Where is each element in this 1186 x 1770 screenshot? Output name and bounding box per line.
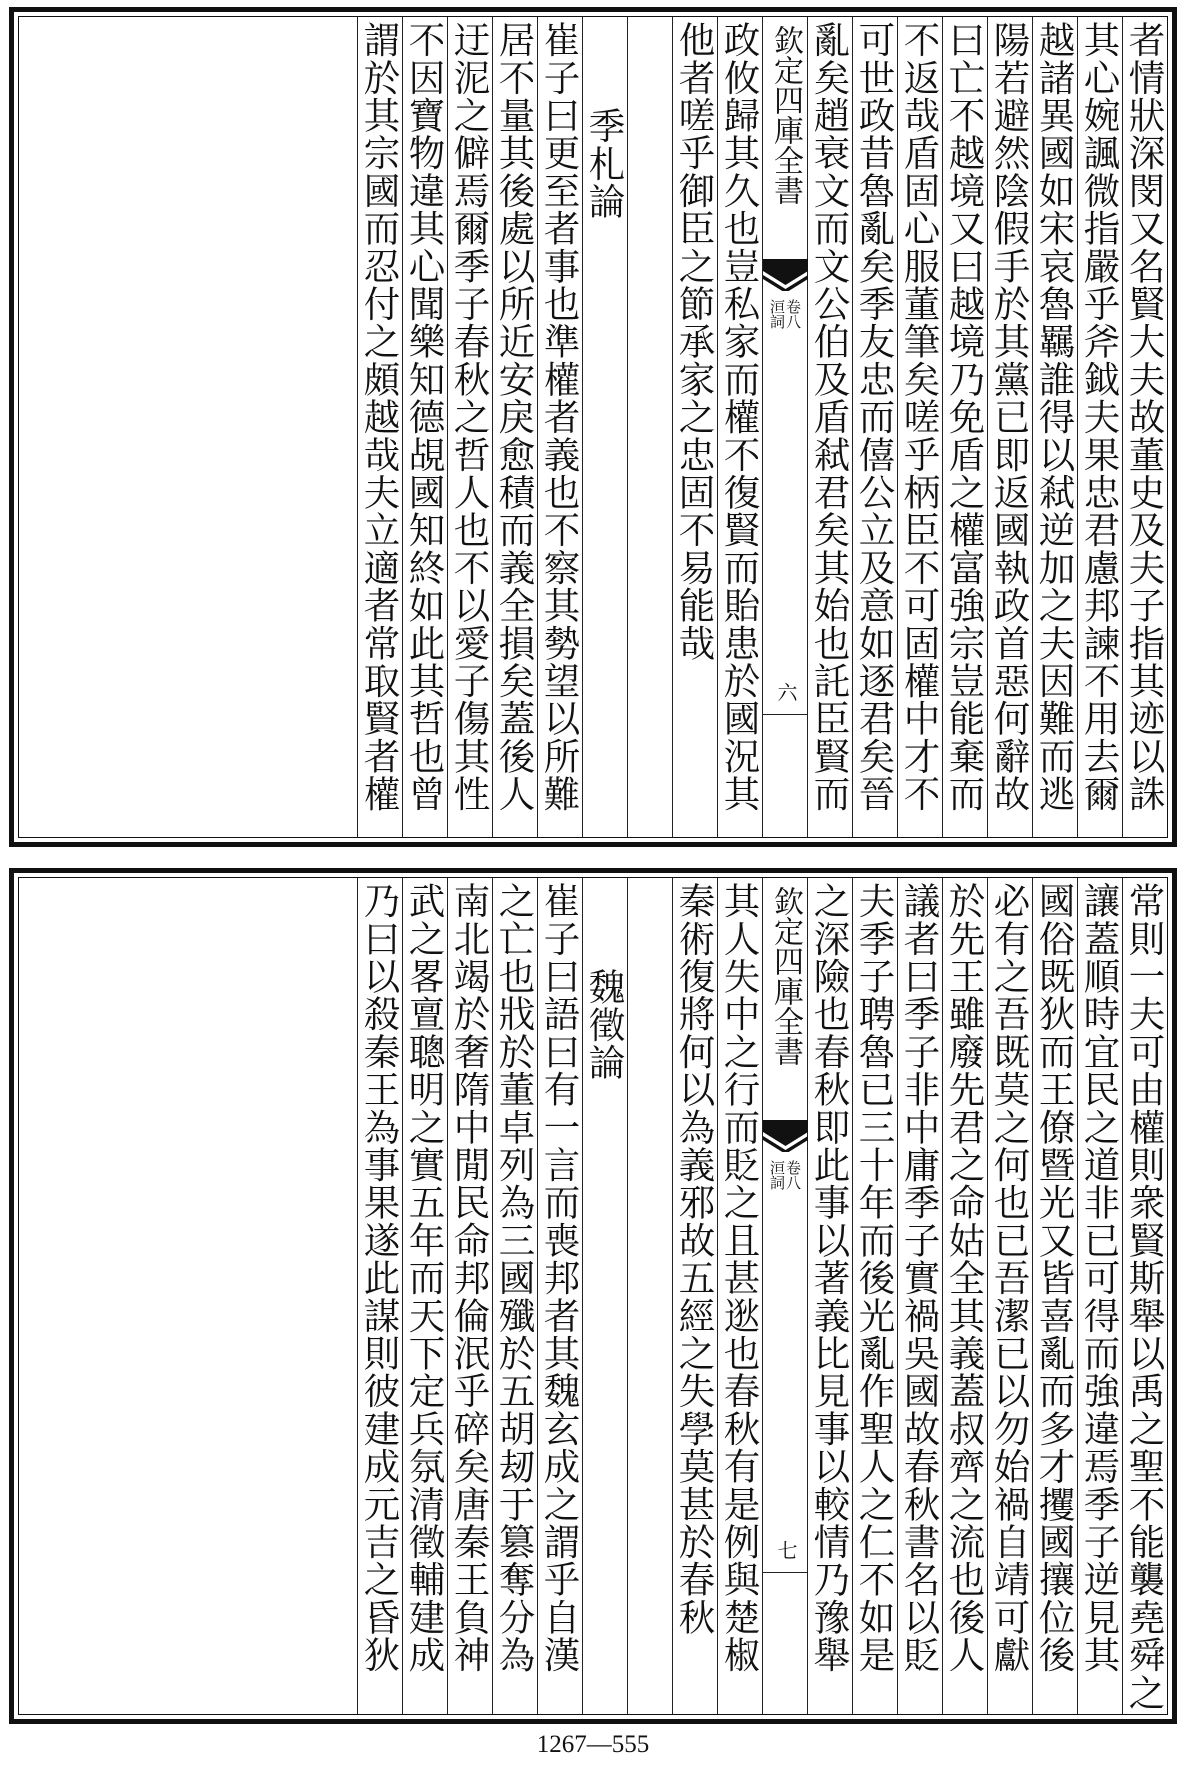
- column-text: 崔子曰更至者事也準權者義也不察其勢望以所難: [538, 21, 581, 813]
- column-text: 者情狀深閔又名賢大夫故董史及夫子指其迹以誅: [1123, 21, 1166, 813]
- column-text: 之深險也春秋即此事以著義比見事以較情乃豫舉: [808, 882, 851, 1674]
- fish-tail-mark-icon: [763, 259, 808, 291]
- column-text: 國俗既狄而王僚暨光又皆喜亂而多才攫國攘位後: [1033, 882, 1076, 1674]
- text-column: [852, 17, 897, 837]
- column-text: 之亡也戕於董卓列為三國殲於五胡刼于篡奪分為: [493, 882, 536, 1674]
- page-frame: [18, 877, 1168, 1715]
- text-column: [717, 17, 762, 837]
- column-text: 秦術復將何以為義邪故五經之失學莫甚於春秋: [673, 882, 716, 1636]
- text-column: [942, 878, 987, 1714]
- column-text: 他者嗟乎御臣之節承家之忠固不易能哉: [673, 21, 716, 662]
- column-text: 其人失中之行而貶之且甚逖也春秋有是例與楚椒: [718, 882, 761, 1674]
- column-text: 不因寶物違其心聞樂知德覘國知終如此其哲也曾: [403, 21, 446, 813]
- text-column: [537, 17, 582, 837]
- page-number: 七: [774, 1540, 798, 1560]
- text-column: [447, 878, 492, 1714]
- text-column: [1077, 878, 1122, 1714]
- juan-label-line2: 卷八: [784, 1160, 802, 1190]
- text-column: [942, 17, 987, 837]
- column-text: 必有之吾既莫之何也已吾潔已以勿始禍自靖可獻: [988, 882, 1031, 1674]
- page-top: [9, 7, 1177, 847]
- text-column: [1122, 878, 1167, 1714]
- section-title: 季札論: [583, 107, 626, 221]
- column-text: 南北竭於奢隋中閒民命邦倫泯乎碎矣唐秦王負神: [448, 882, 491, 1674]
- text-column: [402, 878, 447, 1714]
- text-column: [852, 878, 897, 1714]
- text-column: [807, 878, 852, 1714]
- text-column: [1032, 878, 1077, 1714]
- column-text: 崔子曰語曰有一言而喪邦者其魏玄成之謂乎自漢: [538, 882, 581, 1674]
- section-title: 魏徵論: [583, 968, 626, 1082]
- fish-tail-mark-icon: [763, 1120, 808, 1152]
- juan-label-line1: 洹詞: [768, 1160, 786, 1190]
- book-title: 欽定四庫全書: [768, 25, 803, 205]
- text-column: [627, 17, 672, 837]
- text-column: [987, 17, 1032, 837]
- text-column: [582, 17, 627, 837]
- text-column: [672, 878, 717, 1714]
- column-text: 謂於其宗國而忍付之頗越哉夫立適者常取賢者權: [358, 21, 401, 813]
- text-column: [537, 878, 582, 1714]
- text-column: [1077, 17, 1122, 837]
- column-text: 迂泥之僻焉爾季子春秋之哲人也不以愛子傷其性: [448, 21, 491, 813]
- column-text: 其心婉諷微指嚴乎斧鉞夫果忠君慮邦諫不用去爾: [1078, 21, 1121, 813]
- center-fold: [762, 878, 807, 1714]
- text-column: [357, 17, 402, 837]
- column-text: 乃曰以殺秦王為事果遂此謀則彼建成元吉之昏狄: [358, 882, 401, 1674]
- text-column: [717, 878, 762, 1714]
- text-column: [1122, 17, 1167, 837]
- column-text: 不返哉盾固心服董筆矣嗟乎柄臣不可固權中才不: [898, 21, 941, 813]
- text-column: [492, 17, 537, 837]
- text-columns: [19, 878, 1167, 1714]
- column-text: 武之畧亶聰明之實五年而天下定兵氛清徵輔建成: [403, 882, 446, 1674]
- text-column: [447, 17, 492, 837]
- column-text: 越諸異國如宋哀魯羈誰得以弒逆加之夫因難而逃: [1033, 21, 1076, 813]
- text-columns: [19, 17, 1167, 837]
- juan-label-line1: 洹詞: [768, 299, 786, 329]
- text-column: [897, 878, 942, 1714]
- page-number: 六: [774, 682, 798, 702]
- text-column: [672, 17, 717, 837]
- text-column: [402, 17, 447, 837]
- page-frame: [18, 16, 1168, 838]
- center-fold: [762, 17, 807, 837]
- column-text: 於先王雖廢先君之命姑全其義蓋叔齊之流也後人: [943, 882, 986, 1674]
- text-column: [492, 878, 537, 1714]
- fold-divider: [763, 1572, 807, 1573]
- text-column: [627, 878, 672, 1714]
- column-text: 曰亡不越境又曰越境乃免盾之權富強宗豈能棄而: [943, 21, 986, 813]
- text-column: [897, 17, 942, 837]
- column-text: 陽若避然陰假手於其黨已即返國執政首惡何辭故: [988, 21, 1031, 813]
- text-column: [807, 17, 852, 837]
- text-column: [582, 878, 627, 1714]
- column-text: 常則一夫可由權則衆賢斯舉以禹之聖不能襲堯舜之: [1123, 882, 1166, 1712]
- column-text: 議者曰季子非中庸季子實禍吳國故春秋書名以貶: [898, 882, 941, 1674]
- fold-divider: [763, 714, 807, 715]
- column-text: 夫季子聘魯已三十年而後光亂作聖人之仁不如是: [853, 882, 896, 1674]
- text-column: [987, 878, 1032, 1714]
- column-text: 居不量其後處以所近安戾愈積而義全損矣蓋後人: [493, 21, 536, 813]
- juan-label-line2: 卷八: [784, 299, 802, 329]
- column-text: 亂矣趙衰文而文公伯及盾弒君矣其始也託臣賢而: [808, 21, 851, 813]
- column-text: 政攸歸其久也豈私家而權不復賢而貽患於國況其: [718, 21, 761, 813]
- book-title: 欽定四庫全書: [768, 886, 803, 1066]
- footer-page-code: 1267—555: [536, 1731, 650, 1758]
- text-column: [1032, 17, 1077, 837]
- column-text: 可世政昔魯亂矣季友忠而僖公立及意如逐君矣晉: [853, 21, 896, 813]
- text-column: [357, 878, 402, 1714]
- column-text: 讓蓋順時宜民之道非已可得而強違焉季子逆見其: [1078, 882, 1121, 1674]
- page-bottom: [9, 868, 1177, 1724]
